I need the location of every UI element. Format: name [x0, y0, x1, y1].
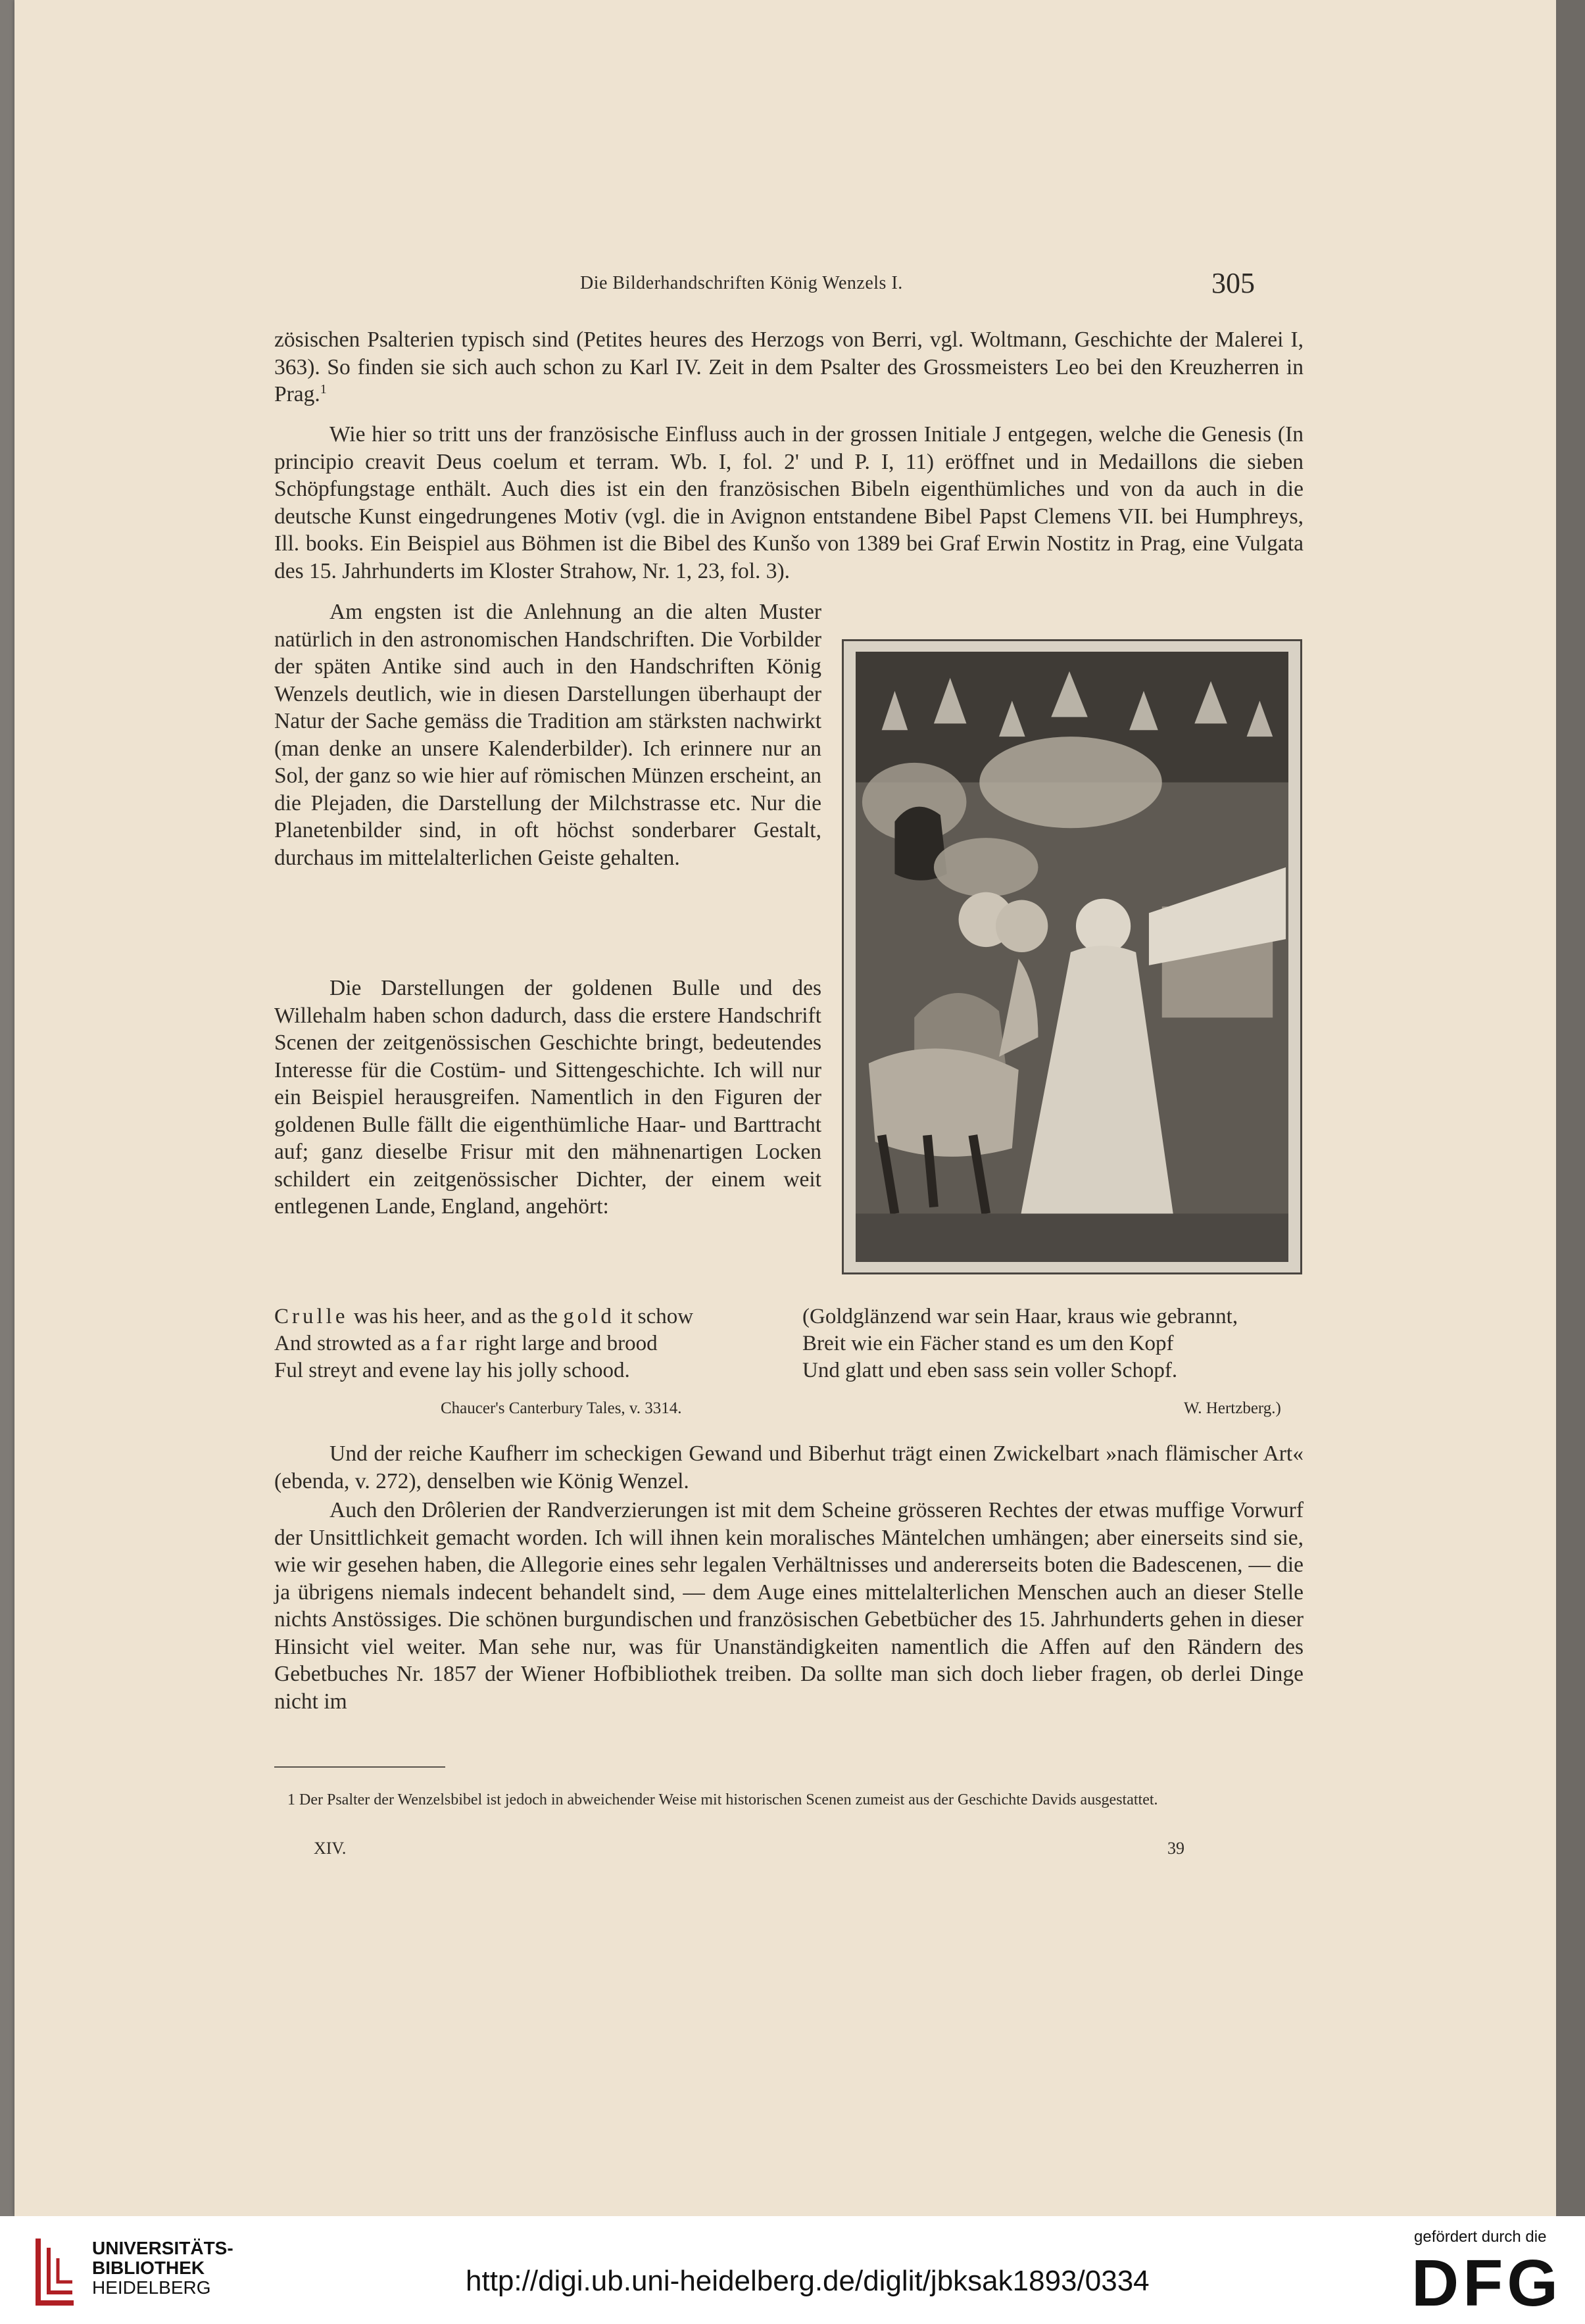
paragraph-1	[274, 326, 1304, 408]
university-library-name	[92, 2239, 233, 2298]
poem-german-line-1: (Goldglänzend war sein Haar, kraus wie gebrannt,	[802, 1305, 1238, 1328]
poem-english-line-1: Crulle was his heer, and as the gold it schow	[274, 1305, 694, 1328]
funded-by-text: gefördert durch die	[1414, 2228, 1547, 2246]
footnote-rule	[274, 1766, 445, 1768]
page-header	[14, 266, 1571, 306]
poem-english	[274, 1303, 774, 1384]
poem-english-line-2: And strowted as a far right large and brood	[274, 1332, 658, 1355]
library-name-line-1: UNIVERSITÄTS-	[92, 2238, 233, 2258]
paragraph-3: Am engsten ist die Anlehnung an die alten Muster natürlich in den astronomischen Handschriften. Die Vorbilder der späten Antike sind auch in den Handschriften König Wenzels deutlich, wie in diesen Darstellungen überhaupt der Natur der Sache gemäss die Tradition am stärksten nachwirkt (man denke an unsere Kalenderbilder). Ich erinnere nur an Sol, der ganz so wie hier auf römischen Münzen erscheint, an die Plejaden, die Darstellung der Milchstrasse etc. Nur die Planetenbilder sind, in oft höchst sonderbarer Gestalt, durchaus im mittelalterlichen Geiste gehalten.	[274, 600, 821, 870]
page-number: 305	[1211, 267, 1255, 299]
paragraph-2: Wie hier so tritt uns der französische Einfluss auch in der grossen Initiale J entgegen, welche die Genesis (In principio creavit Deus coelum et terram. Wb. I, fol. 2' und P. I, 11) eröffnet und in Medaillons die sieben Schöpfungstage enthält. Auch dies ist ein den französischen Bibeln eigenthümliches und von da auch in die deutsche Kunst eingedrungenes Motiv (vgl. die in Avignon entstandene Bibel Papst Clemens VII. bei Humphreys, Ill. books. Ein Beispiel aus Böhmen ist die Bibel des Kunšo von 1389 bei Graf Erwin Nostitz in Prag, eine Vulgata des 15. Jahrhunderts im Kloster Strahow, Nr. 1, 23, fol. 3).	[274, 422, 1304, 583]
running-title: Die Bilderhandschriften König Wenzels I.	[580, 273, 903, 293]
paragraph-6: Auch den Drôlerien der Randverzierungen ist mit dem Scheine grösseren Rechtes der etwas muffige Vorwurf der Unsittlichkeit gemacht worden. Ich will ihnen kein moralisches Mäntelchen umhängen; aber einerseits sind sie, wie wir gesehen haben, die Allegorie eines sehr legalen Verhältnisses und andererseits boten die Badescenen, — die ja übrigens niemals indecent behandelt sind, — dem Auge eines mittelalterlichen Menschen auch an dieser Stelle nichts Anstössiges. Die schönen burgundischen und französischen Gebetbücher des 15. Jahrhunderts gehen in dieser Hinsicht viel weiter. Man sehe nur, was für Unanständigkeiten namentlich die Affen auf den Rändern des Gebetbuches Nr. 1857 der Wiener Hofbibliothek treiben. Da sollte man sich doch lieber fragen, ob derlei Dinge nicht im	[274, 1498, 1304, 1714]
poem-german-source: W. Hertzberg.)	[1184, 1399, 1281, 1417]
footnote-marker: 1	[320, 381, 327, 397]
illustration-image	[856, 652, 1288, 1262]
manuscript-illustration	[842, 639, 1302, 1274]
poem-german-line-2: Breit wie ein Fächer stand es um den Kopf	[802, 1332, 1174, 1355]
paragraph-1-text: zösischen Psalterien typisch sind (Petites heures des Herzogs von Berri, vgl. Woltmann, Geschichte der Malerei I, 363). So finden sie sich auch schon zu Karl IV. Zeit in dem Psalter des Grossmeisters Leo bei den Kreuzherren in Prag.	[274, 327, 1304, 406]
footnote: 1 Der Psalter der Wenzelsbibel ist jedoch in abweichender Weise mit historischen Scenen zumeist aus der Geschichte Davids ausgestattet.	[287, 1791, 1158, 1808]
university-library-logo-icon	[33, 2235, 79, 2307]
poem-german-line-3: Und glatt und eben sass sein voller Schopf.	[802, 1359, 1178, 1382]
library-name-line-3: HEIDELBERG	[92, 2277, 211, 2298]
paragraph-4: Die Darstellungen der goldenen Bulle und des Willehalm haben schon dadurch, dass die erstere Handschrift Scenen der zeitgenössischen Geschichte bringt, bedeutendes Interesse für die Costüm- und Sittengeschichte. Ich will nur ein Beispiel herausgreifen. Namentlich in den Figuren der goldenen Bulle fällt die eigenthümliche Haar- und Barttracht auf; ganz dieselbe Frisur mit den mähnenartigen Locken schildert ein zeitgenössischer Dichter, der einem weit entlegenen Lande, England, angehört:	[274, 976, 821, 1219]
library-name-line-2: BIBLIOTHEK	[92, 2258, 205, 2278]
permalink-url[interactable]: http://digi.ub.uni-heidelberg.de/diglit/jbksak1893/0334	[466, 2265, 1150, 2297]
dfg-logo: DFG	[1411, 2246, 1563, 2320]
paragraph-5: Und der reiche Kaufherr im scheckigen Gewand und Biberhut trägt einen Zwickelbart »nach flämischer Art« (ebenda, v. 272), denselben wie König Wenzel.	[274, 1441, 1304, 1493]
signature-mark: XIV.	[314, 1839, 347, 1858]
poem-german	[802, 1303, 1315, 1384]
sheet-number: 39	[1167, 1839, 1184, 1858]
scan-edge	[1556, 0, 1585, 2324]
poem-english-source: Chaucer's Canterbury Tales, v. 3314.	[441, 1399, 682, 1417]
footer-bar	[0, 2216, 1585, 2324]
scanned-page	[14, 0, 1571, 2216]
poem-english-line-3: Ful streyt and evene lay his jolly schood.	[274, 1359, 630, 1382]
